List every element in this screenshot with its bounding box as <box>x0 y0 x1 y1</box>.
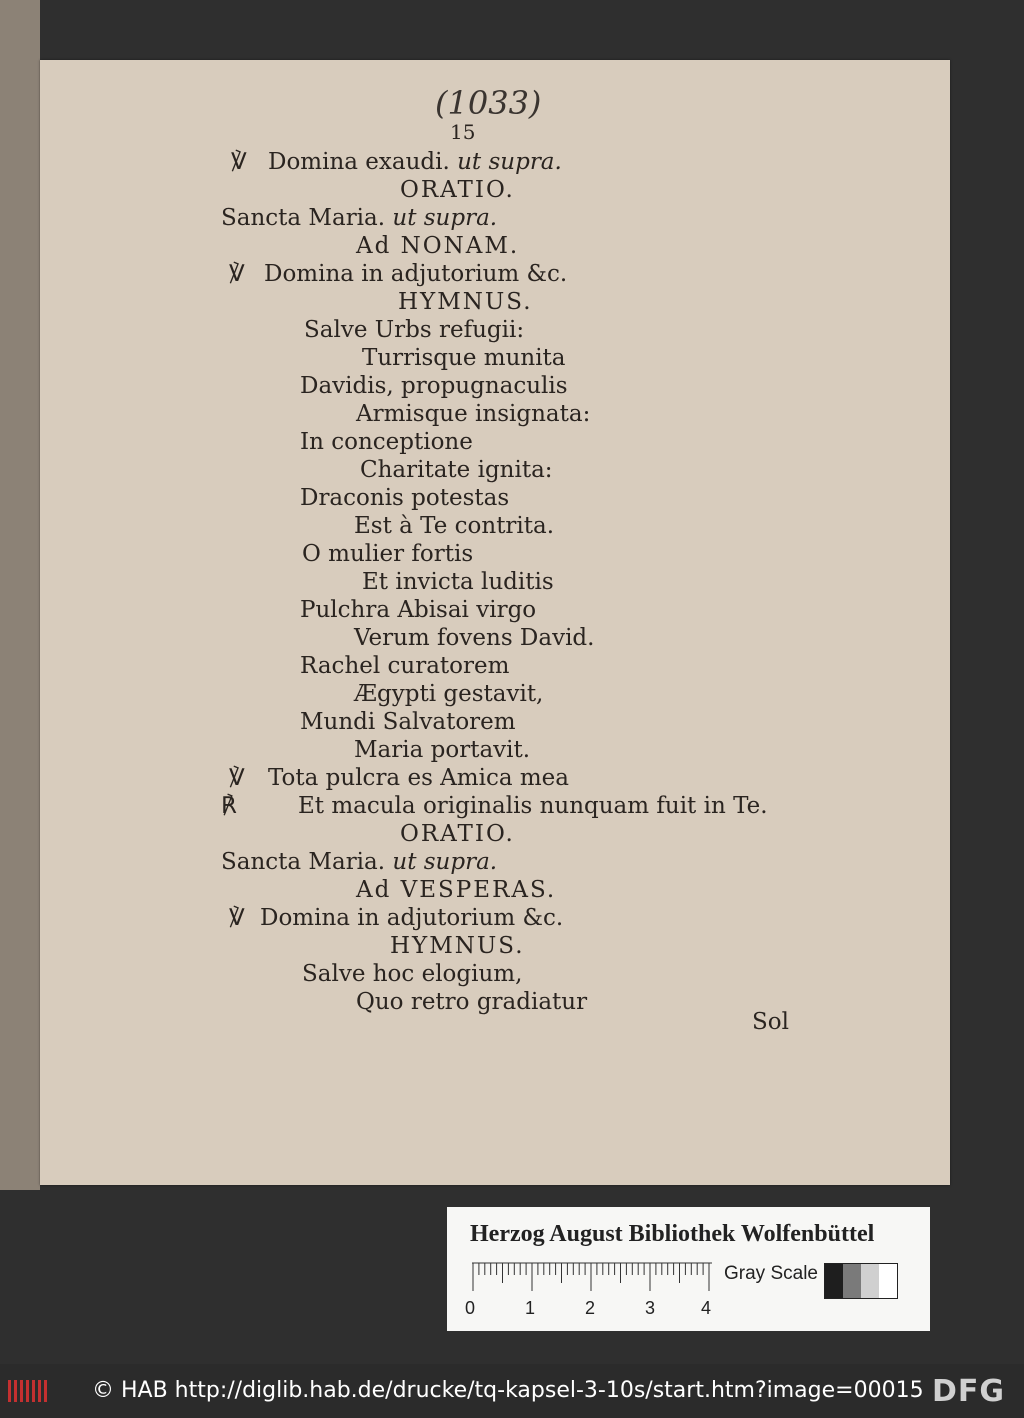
text-line <box>300 652 509 680</box>
footer-bar <box>0 1364 1024 1418</box>
text-line-main: Turrisque munita <box>362 345 566 371</box>
versicle-symbol: ℣ <box>231 149 247 175</box>
text-line <box>221 204 497 232</box>
text-line-main: Pulchra Abisai virgo <box>300 597 537 623</box>
text-line <box>300 596 536 624</box>
text-line <box>356 232 519 260</box>
text-line <box>302 960 522 988</box>
text-line-main: ORATIO. <box>400 821 515 847</box>
color-scale-card <box>447 1207 930 1331</box>
text-line-italic: ut supra. <box>449 149 562 175</box>
text-line-main: Verum fovens David. <box>354 625 595 651</box>
text-line-main: Est à Te contrita. <box>354 513 555 539</box>
text-line <box>268 764 569 792</box>
text-line-italic: ut supra. <box>385 849 498 875</box>
text-line <box>400 820 515 848</box>
text-line-main: Maria portavit. <box>354 737 531 763</box>
text-line <box>400 176 515 204</box>
gray-patch-black <box>825 1264 843 1298</box>
text-line-main: Et invicta luditis <box>362 569 554 595</box>
text-line <box>354 680 543 708</box>
text-line-main: In conceptione <box>300 429 473 455</box>
adjacent-page-edge <box>0 0 40 1190</box>
text-line <box>356 876 556 904</box>
text-line-main: Domina exaudi. <box>268 149 450 175</box>
text-line-main: Ad VESPERAS. <box>356 877 557 903</box>
text-line <box>300 372 568 400</box>
text-line <box>398 288 533 316</box>
text-line <box>356 400 590 428</box>
text-line-main: Davidis, propugnaculis <box>300 373 568 399</box>
text-line <box>260 904 563 932</box>
text-line <box>354 624 594 652</box>
text-line-main: Quo retro gradiatur <box>356 989 588 1015</box>
versicle-symbol: ℟ <box>221 793 237 819</box>
text-line-main: Sancta Maria. <box>221 849 386 875</box>
ruler-tick-3: 3 <box>645 1298 656 1318</box>
catchword: Sol <box>752 1009 789 1035</box>
text-line-main: Rachel curatorem <box>300 653 510 679</box>
text-line <box>302 540 473 568</box>
text-line <box>360 456 553 484</box>
text-line-main: HYMNUS. <box>398 289 533 315</box>
text-line-main: Mundi Salvatorem <box>300 709 516 735</box>
text-line <box>221 848 497 876</box>
text-line <box>356 988 587 1016</box>
hab-logo-icon <box>8 1378 48 1404</box>
gray-scale-swatch <box>824 1263 898 1299</box>
text-line-main: HYMNUS. <box>390 933 525 959</box>
text-line-main: Sancta Maria. <box>221 205 386 231</box>
text-line-main: Et macula originalis nunquam fuit in Te. <box>298 793 768 819</box>
text-line-main: Tota pulcra es Amica mea <box>268 765 569 791</box>
gray-patch-light <box>861 1264 879 1298</box>
text-line <box>298 792 768 820</box>
versicle-symbol: ℣ <box>229 261 245 287</box>
text-line <box>362 568 554 596</box>
text-line-italic: ut supra. <box>385 205 498 231</box>
ruler-tick-2: 2 <box>585 1298 596 1318</box>
text-line-main: Ægypti gestavit, <box>354 681 544 707</box>
library-name: Herzog August Bibliothek Wolfenbüttel <box>470 1221 875 1247</box>
text-line-main: Ad NONAM. <box>356 233 520 259</box>
text-line <box>362 344 566 372</box>
text-line <box>304 316 524 344</box>
text-line <box>354 512 554 540</box>
text-line-main: Charitate ignita: <box>360 457 553 483</box>
gray-patch-white <box>879 1264 897 1298</box>
text-line <box>390 932 525 960</box>
text-line <box>300 708 516 736</box>
text-line <box>264 260 567 288</box>
text-line-main: Salve Urbs refugii: <box>304 317 525 343</box>
copyright-url[interactable]: © HAB http://diglib.hab.de/drucke/tq-kapsel-3-10s/start.htm?image=00015 <box>92 1378 924 1403</box>
text-line <box>300 484 509 512</box>
ruler-tick-4: 4 <box>701 1298 712 1318</box>
text-line-main: Salve hoc elogium, <box>302 961 523 987</box>
dfg-logo: DFG <box>932 1374 1006 1409</box>
gray-patch-dark <box>843 1264 861 1298</box>
text-line <box>354 736 530 764</box>
text-line-main: Domina in adjutorium &c. <box>260 905 564 931</box>
text-line-main: O mulier fortis <box>302 541 474 567</box>
versicle-symbol: ℣ <box>229 905 245 931</box>
ruler <box>472 1261 712 1295</box>
gray-scale-label: Gray Scale <box>724 1263 818 1284</box>
ruler-tick-1: 1 <box>525 1298 536 1318</box>
text-line-main: ORATIO. <box>400 177 515 203</box>
versicle-symbol: ℣ <box>229 765 245 791</box>
text-line <box>268 148 562 176</box>
text-line-main: Draconis potestas <box>300 485 510 511</box>
ruler-tick-0: 0 <box>465 1298 476 1318</box>
text-line-main: Domina in adjutorium &c. <box>264 261 568 287</box>
text-line-main: Armisque insignata: <box>356 401 591 427</box>
handwritten-shelf-number: (1033) <box>435 84 542 122</box>
page-number: 15 <box>450 120 476 144</box>
text-line <box>300 428 473 456</box>
